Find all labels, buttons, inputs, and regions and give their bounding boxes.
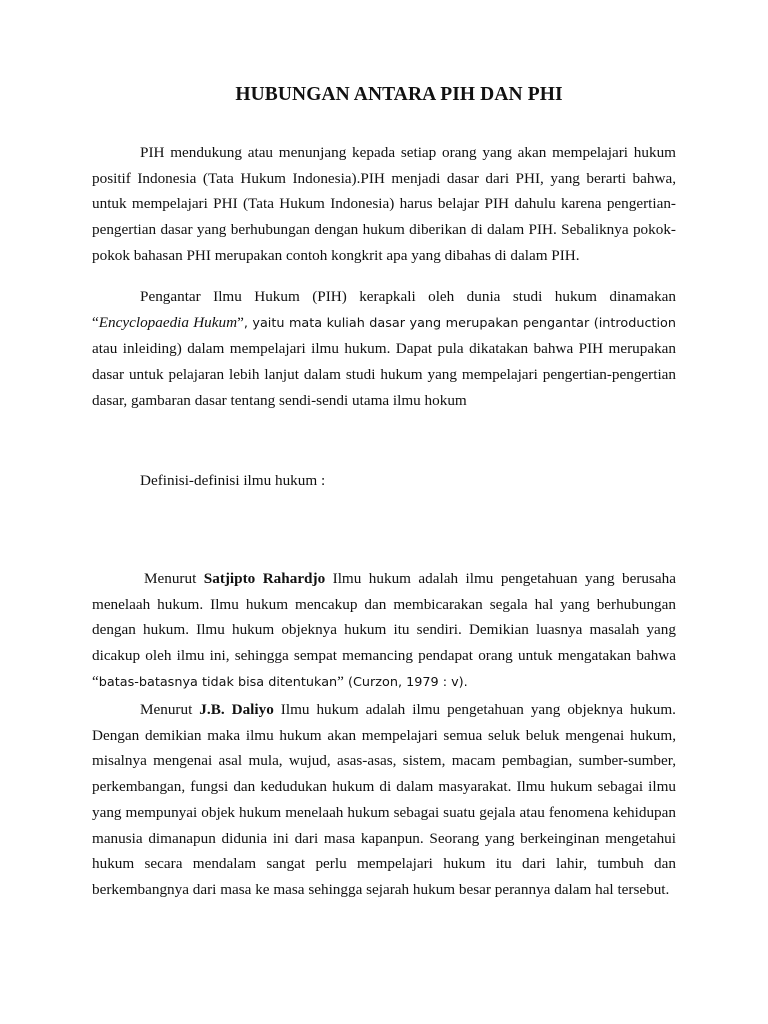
author-satjipto-rahardjo: Satjipto Rahardjo [203,570,326,587]
paragraph-satjipto [92,566,676,696]
document-title: HUBUNGAN ANTARA PIH DAN PHI [235,84,563,105]
paragraph-pengantar-rest: atau inleiding) dalam mempelajari ilmu hukum. Dapat pula dikatakan bahwa PIH merupakan dasar untuk pelajaran lebih lanjut dalam studi hukum yang mempelajari pengertian-pengertian dasar, gambaran dasar tentang sendi-sendi utama ilmu hokum [92,340,676,409]
definitions-heading: Definisi-definisi ilmu hukum : [140,472,326,489]
paragraph-satjipto-prefix: Menurut [144,570,204,587]
quote-open: “ [92,672,99,690]
term-encyclopaedia-hukum: Encyclopaedia Hukum [98,313,238,331]
quote-close: ” [337,672,344,690]
paragraph-daliyo-prefix: Menurut [140,701,200,718]
paragraph-satjipto-body: Ilmu hukum adalah ilmu pengetahuan yang berusaha menelaah hukum. Ilmu hukum mencakup dan membicarakan segala hal yang berhubungan dengan hukum. Ilmu hukum objeknya hukum itu sendiri. Demikian luasnya masalah yang dicakup oleh ilmu ini, sehingga sempat memancing pendapat orang untuk mengatakan bahwa [92,570,677,665]
author-jb-daliyo: J.B. Daliyo [199,701,274,718]
close-quote: ” [237,313,244,331]
citation-curzon: (Curzon, 1979 : v). [343,674,468,690]
paragraph-pengantar [92,284,676,414]
paragraph-daliyo [92,697,676,903]
paragraph-daliyo-body: Ilmu hukum adalah ilmu pengetahuan yang objeknya hukum. Dengan demikian maka ilmu hukum akan mempelajari semua seluk beluk mengenai hukum, misalnya mengenai asal mula, wujud, asas-asas, sistem, macam pembagian, sumber-sumber, perkembangan, fungsi dan kedudukan hukum di dalam masyarakat. Ilmu hukum sebagai ilmu yang mempunyai objek hukum menelaah hukum sebagai suatu gejala atau fenomena kehidupan manusia dimanapun didunia ini dari masa kapanpun. Seorang yang berkeinginan mengetahui hukum secara mendalam sangat perlu mempelajari hukum itu dari lahir, tumbuh dan berkembangnya dari masa ke masa sehingga sejarah hukum besar perannya dalam hal tersebut. [92,701,676,898]
paragraph-pih-phi: PIH mendukung atau menunjang kepada setiap orang yang akan mempelajari hukum positif Indonesia (Tata Hukum Indonesia).PIH menjadi dasar dari PHI, yang berarti bahwa, untuk mempelajari PHI (Tata Hukum Indonesia) harus belajar PIH dahulu karena pengertian-pengertian dasar yang berhubungan dengan hukum diberikan di dalam PIH. Sebaliknya pokok-pokok bahasan PHI merupakan contoh kongkrit apa yang dibahas di dalam PIH. [92,144,676,264]
paragraph-pengantar-intro: Pengantar Ilmu Hukum (PIH) kerapkali oleh dunia studi hukum dinamakan [140,288,676,305]
open-quote: “ [92,313,99,331]
quote-text: batas-batasnya tidak bisa ditentukan [98,674,338,690]
paragraph-pengantar-sans: , yaitu mata kuliah dasar yang merupakan pengantar (introduction [243,315,676,331]
